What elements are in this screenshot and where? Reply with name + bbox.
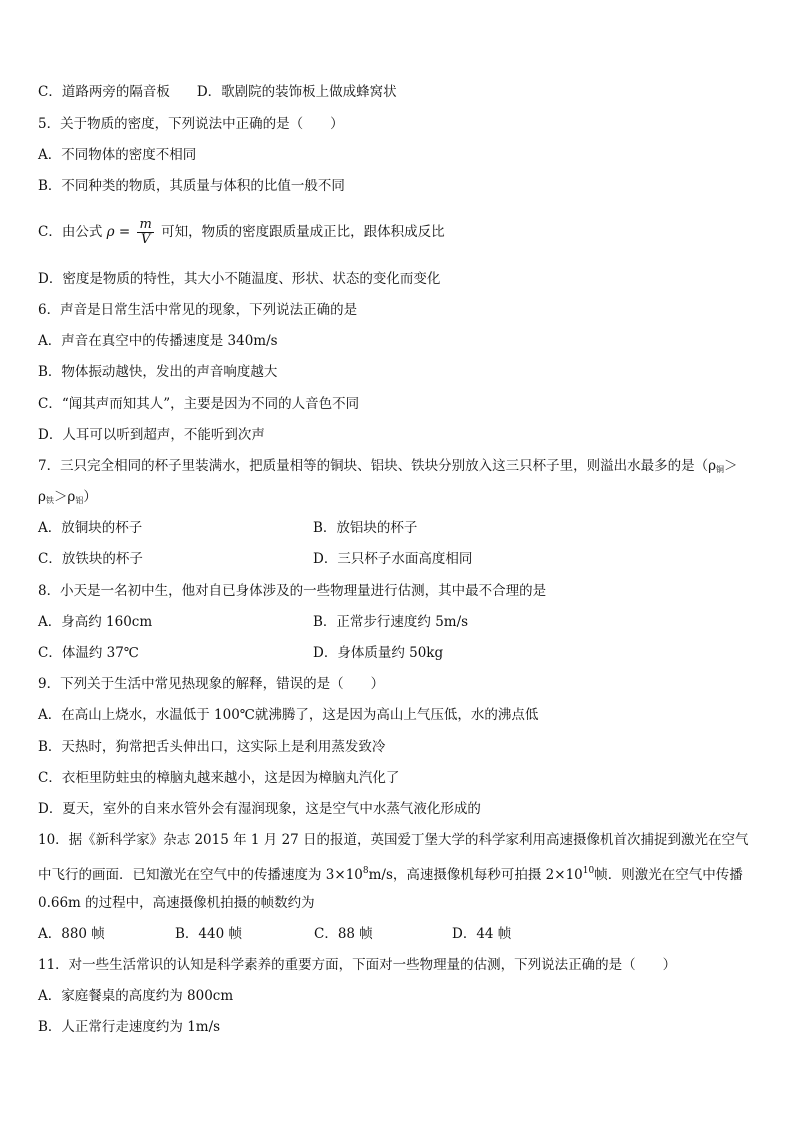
- q10-text-a: 中飞行的画面．已知激光在空气中的传播速度为 3×10: [38, 867, 363, 883]
- q9-option-a: A．在高山上烧水，水温低于 100℃就沸腾了，这是因为高山上气压低，水的沸点低: [38, 707, 539, 723]
- q7-sub-iron: 铁: [45, 496, 54, 505]
- q8-options-row1: [38, 612, 469, 632]
- q7-option-a: A．放铜块的杯子: [38, 520, 143, 536]
- fraction-denominator: V: [140, 232, 151, 247]
- question-7-line1: [38, 456, 738, 480]
- q6-option-c: C．“闻其声而知其人”，主要是因为不同的人音色不同: [38, 396, 360, 412]
- q10-text-b: m/s，高速摄像机每秒可拍摄 2×10: [368, 867, 583, 883]
- q10-option-b: B．440 帧: [175, 926, 242, 942]
- q4-option-cd: C．道路两旁的隔音板 D．歌剧院的装饰板上做成蜂窝状: [38, 84, 397, 100]
- q11-option-a: A．家庭餐桌的高度约为 800cm: [38, 988, 234, 1004]
- q8-option-c: C．体温约 37℃: [38, 645, 139, 661]
- q8-options-row2: [38, 643, 444, 663]
- q7-text: 7．三只完全相同的杯子里装满水，把质量相等的铜块、铝块、铁块分别放入这三只杯子里，则溢出水最多的是（ρ: [38, 458, 717, 474]
- q5-option-a: A．不同物体的密度不相同: [38, 147, 197, 163]
- q8-option-a: A．身高约 160cm: [38, 614, 153, 630]
- equals-sign: =: [118, 224, 131, 240]
- q8-option-d: D．身体质量约 50kg: [313, 645, 444, 661]
- q10-exp-10: 10: [582, 866, 595, 876]
- q5-option-c: [38, 216, 445, 248]
- question-8: 8．小天是一名初中生，他对自已身体涉及的一些物理量进行估测，其中最不合理的是: [38, 583, 547, 599]
- q11-option-b: B．人正常行走速度约为 1m/s: [38, 1019, 221, 1035]
- q5-option-b: B．不同种类的物质，其质量与体积的比值一般不同: [38, 178, 345, 194]
- q6-option-b: B．物体振动越快，发出的声音响度越大: [38, 364, 278, 380]
- q9-option-b: B．天热时，狗常把舌头伸出口，这实际上是利用蒸发致冷: [38, 739, 386, 755]
- question-10-line3: 0.66m 的过程中，高速摄像机拍摄的帧数约为: [38, 895, 315, 911]
- question-11: 11．对一些生活常识的认知是科学素养的重要方面，下面对一些物理量的估测，下列说法正确的是（ ）: [38, 957, 677, 973]
- q9-option-d: D．夏天，室外的自来水管外会有湿润现象，这是空气中水蒸气液化形成的: [38, 801, 481, 817]
- density-fraction: [137, 218, 153, 247]
- q5c-prefix: C．由公式: [38, 224, 103, 240]
- q10-option-c: C．88 帧: [314, 926, 373, 942]
- q7-options-row2: [38, 549, 473, 569]
- q10-exp-8: 8: [362, 866, 369, 876]
- q9-option-c: C．衣柜里防蛀虫的樟脑丸越来越小，这是因为樟脑丸汽化了: [38, 770, 400, 786]
- rho-symbol: ρ: [106, 224, 115, 240]
- q5c-suffix: 可知，物质的密度跟质量成正比，跟体积成反比: [161, 224, 445, 240]
- q7-gt2: ＞ρ: [53, 489, 76, 505]
- q7-sub-copper: 铜: [716, 465, 725, 474]
- q7-sub-aluminum: 铝: [75, 496, 84, 505]
- question-10-line1: 10．据《新科学家》杂志 2015 年 1 月 27 日的报道，英国爱丁堡大学的科学家利用高速摄像机首次捕捉到激光在空气: [38, 832, 749, 848]
- q10-option-d: D．44 帧: [452, 926, 512, 942]
- q7-rho2: ρ: [38, 489, 46, 505]
- question-7-line2: [38, 487, 97, 511]
- question-9: 9．下列关于生活中常见热现象的解释，错误的是（ ）: [38, 676, 385, 692]
- q10-options: [38, 924, 512, 944]
- q7-close: ）: [83, 489, 97, 505]
- q5-option-d: D．密度是物质的特性，其大小不随温度、形状、状态的变化而变化: [38, 271, 441, 287]
- q7-option-d: D．三只杯子水面高度相同: [313, 551, 473, 567]
- q7-options-row1: [38, 518, 418, 538]
- fraction-numerator: m: [139, 217, 152, 232]
- q7-gt: ＞: [724, 458, 738, 474]
- q6-option-a: A．声音在真空中的传播速度是 340m/s: [38, 333, 278, 349]
- question-5: 5．关于物质的密度，下列说法中正确的是（ ）: [38, 116, 344, 132]
- q7-option-c: C．放铁块的杯子: [38, 551, 143, 567]
- q10-text-c: 帧．则激光在空气中传播: [594, 867, 743, 883]
- q7-option-b: B．放铝块的杯子: [313, 520, 418, 536]
- q8-option-b: B．正常步行速度约 5m/s: [313, 614, 469, 630]
- question-10-line2: [38, 861, 743, 885]
- q10-option-a: A．880 帧: [38, 926, 105, 942]
- question-6: 6．声音是日常生活中常见的现象，下列说法正确的是: [38, 302, 358, 318]
- q6-option-d: D．人耳可以听到超声，不能听到次声: [38, 427, 265, 443]
